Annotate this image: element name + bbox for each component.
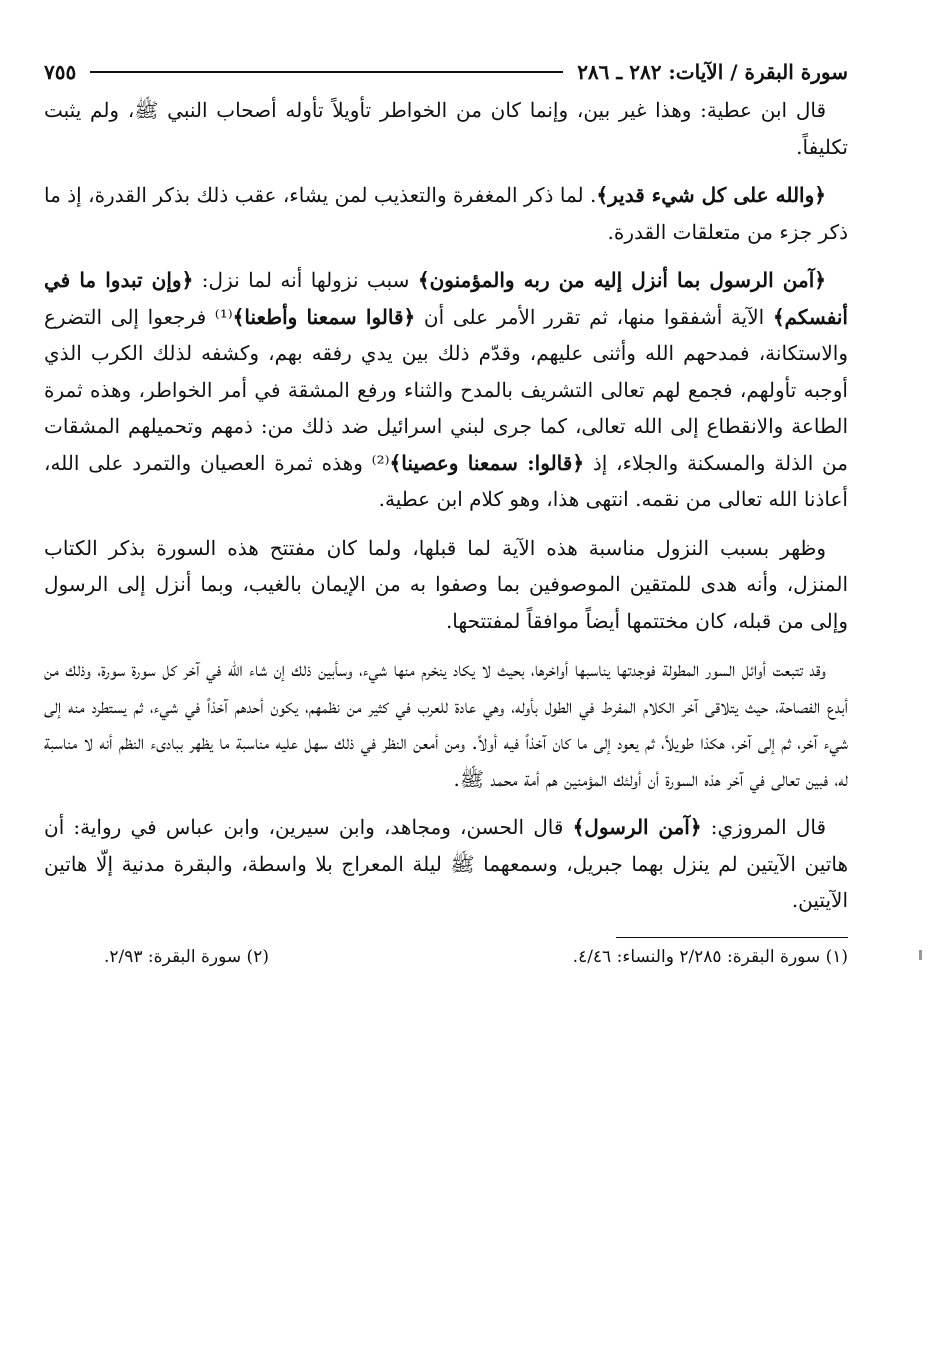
text-segment: ⁽²⁾ وهذه ثمرة العصيان والتمرد على الله، أعاذنا الله تعالى من نقمه. انتهى هذا، وهو كلام ابن عطية. <box>44 450 848 511</box>
text-segment: سبب نزولها أنه لما نزل: <box>193 268 418 292</box>
header-rule <box>90 71 563 73</box>
scan-mark <box>919 950 922 960</box>
footnote-2: (٢) سورة البقرة: ٢/٩٣. <box>104 946 269 967</box>
chapter-title: سورة البقرة / الآيات: ٢٨٢ ـ ٢٨٦ <box>577 60 848 84</box>
paragraph <box>44 177 848 250</box>
quran-quote: ﴿آمن الرسول﴾ <box>572 815 702 839</box>
text-segment: الآية أشفقوا منها، ثم تقرر الأمر على أن <box>415 304 773 329</box>
footnotes <box>44 944 848 970</box>
paragraph <box>44 262 848 518</box>
running-header <box>44 52 848 92</box>
paragraph <box>44 530 848 640</box>
footnote-1: (١) سورة البقرة: ٢/٢٨٥ والنساء: ٤/٤٦. <box>572 946 848 967</box>
text-segment: ⁽¹⁾ فرجعوا إلى التضرع والاستكانة، فمدحهم الله وأثنى عليهم، وقدّم ذلك بين يدي رفقه بهم، وكشفه لذلك الكرب الذي أوجبه تأولهم، فجمع لهم تعالى التشريف بالمدح والثناء ورفع المشقة في أمر الخواطر، وهذه ثمرة الطاعة والانقطاع إلى الله تعالى، كما جرى لبني اسرائيل ضد ذلك من: ذمهم وتحميلهم المشقات من الذلة والمسكنة والجلاء، إذ <box>44 304 848 475</box>
text-segment: قال المروزي: <box>701 815 827 839</box>
text-segment: وظهر بسبب النزول مناسبة هذه الآية لما قبلها، ولما كان مفتتح هذه السورة بذكر الكتاب المنزل، وأنه هدى للمتقين الموصوفين بما وصفوا به من الإيمان بالغيب، وبما أنزل إلى الرسول وإلى من قبله، كان مختتمها أيضاً موافقاً لمفتتحها. <box>44 535 848 633</box>
body-text <box>44 92 848 919</box>
paragraph <box>44 651 848 797</box>
text-segment: قال ابن عطية: وهذا غير بين، وإنما كان من الخواطر تأويلاً تأوله أصحاب النبي ﷺ، ولم يثبت تكليفاً. <box>44 98 848 159</box>
footnote-rule <box>616 937 848 938</box>
text-segment: قال الحسن، ومجاهد، وابن سيرين، وابن عباس في رواية: أن هاتين الآيتين لم ينزل بهما جبريل، وسمعهما ﷺ ليلة المعراج بلا واسطة، والبقرة مدنية إلّا هاتين الآيتين. <box>44 815 848 912</box>
paragraph <box>44 92 848 165</box>
quran-quote: ﴿آمن الرسول بما أنزل إليه من ربه والمؤمنون﴾ <box>417 268 826 292</box>
quran-quote: ﴿والله على كل شيء قدير﴾ <box>596 183 826 207</box>
paragraph <box>44 809 848 919</box>
page-number: ٧٥٥ <box>44 60 77 84</box>
quran-quote: ﴿قالوا سمعنا وأطعنا﴾ <box>232 304 416 329</box>
text-segment: وقد تتبعت أوائل السور المطولة فوجدتها يناسبها أواخرها، بحيث لا يكاد ينخرم منها شيء، وسأبين ذلك إن شاء الله في آخر كل سورة سورة، وذلك من أبدع الفصاحة، حيث يتلاقى آخر الكلام المفرط في الطول بأوله، وهي عادة للعرب في كثير من نظمهم، يكون أحدهم آخذاً في شيء، ثم يستطرد منه إلى شيء آخر، ثم إلى آخر، هكذا طويلاً، ثم يعود إلى ما كان آخذاً فيه أولاً. ومن أمعن النظر في ذلك سهل عليه مناسبة ما يظهر ببادىء النظم أنه لا مناسبة له، فبين تعالى في آخر هذه السورة أن أولئك المؤمنين هم أمة محمد ﷺ. <box>44 657 848 791</box>
quran-quote: ﴿قالوا: سمعنا وعصينا﴾ <box>389 450 585 475</box>
quran-quote: ﴿وإن تبدوا ما في أنفسكم﴾ <box>44 268 848 329</box>
text-segment: . لما ذكر المغفرة والتعذيب لمن يشاء، عقب ذلك بذكر القدرة، إذ ما ذكر جزء من متعلقات القدرة. <box>44 183 848 244</box>
